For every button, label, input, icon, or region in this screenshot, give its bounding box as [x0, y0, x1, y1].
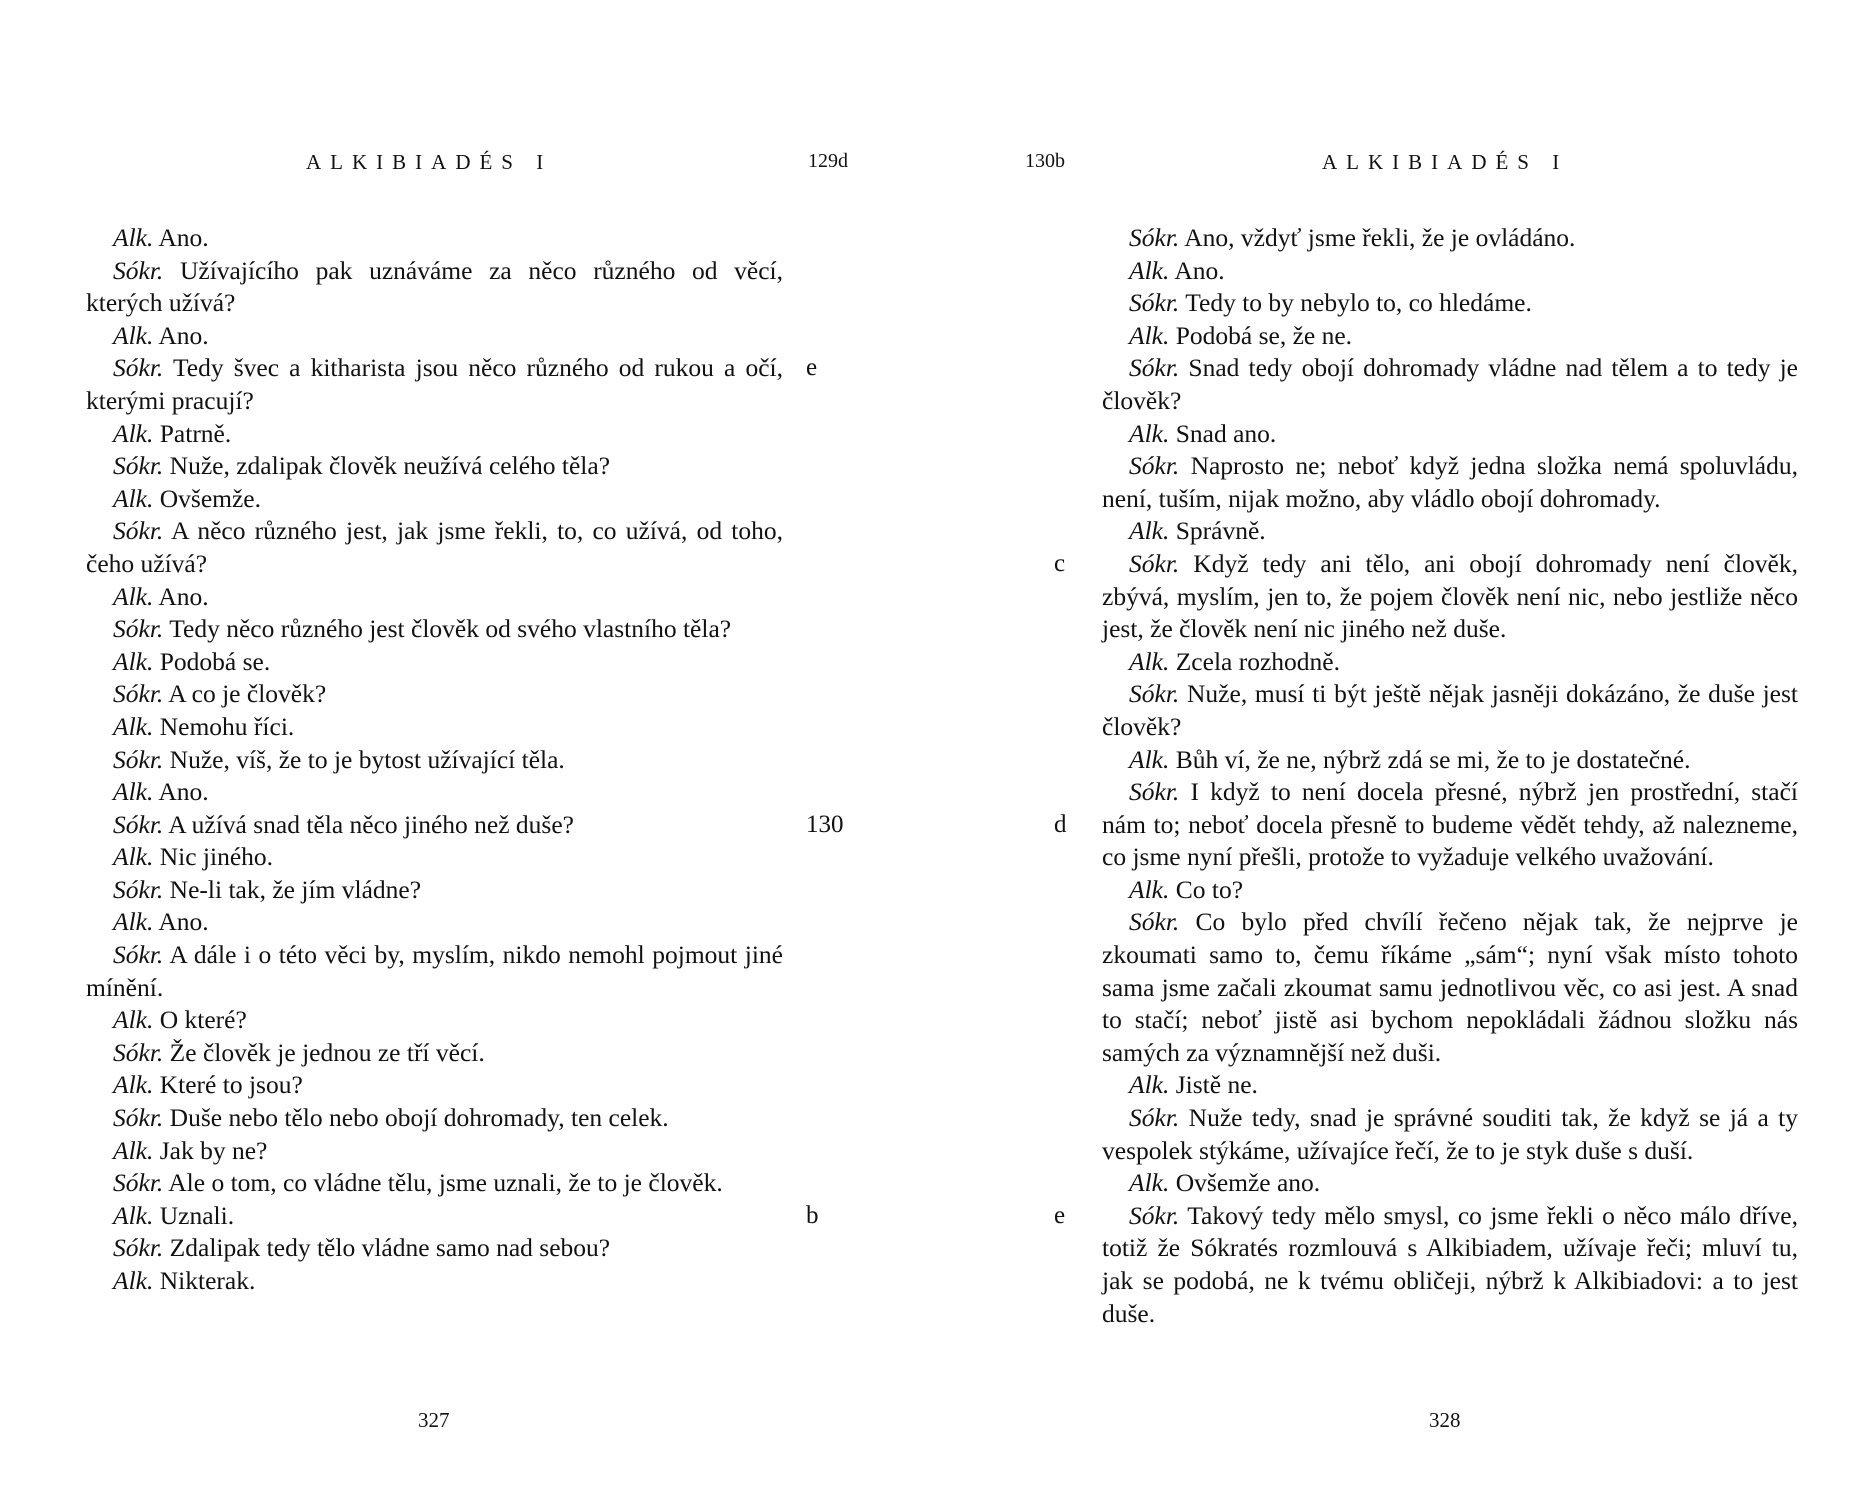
speaker-label: Alk.: [113, 1200, 154, 1230]
utterance-text: Patrně.: [159, 418, 232, 448]
speaker-label: Sókr.: [1129, 1103, 1180, 1133]
utterance-text: Tedy švec a kitharista jsou něco různého od rukou a očí, kterými pracují?: [86, 353, 783, 415]
utterance-text: Tedy něco různého jest člověk od svého vlastního těla?: [169, 614, 732, 644]
speaker-label: Sókr.: [1129, 679, 1180, 709]
section-marker: 130: [806, 810, 844, 838]
dialogue-turn: [86, 1232, 783, 1265]
page-number: 327: [418, 1408, 450, 1432]
utterance-text: Tedy to by nebylo to, co hledáme.: [1185, 288, 1532, 318]
dialogue-turn: [1102, 906, 1798, 1069]
dialogue-turn: [86, 939, 783, 1004]
utterance-text: Ne-li tak, že jím vládne?: [169, 874, 422, 904]
dialogue-turn: [86, 1102, 783, 1135]
dialogue-turn: [86, 483, 783, 516]
speaker-label: Alk.: [113, 581, 154, 611]
speaker-label: Alk.: [1129, 516, 1170, 546]
speaker-label: Sókr.: [113, 940, 164, 970]
speaker-label: Sókr.: [1129, 777, 1180, 807]
dialogue-turn: [1102, 352, 1798, 417]
utterance-text: Ovšemže.: [159, 483, 261, 513]
dialogue-turn: [1102, 678, 1798, 743]
speaker-label: Sókr.: [113, 1168, 164, 1198]
dialogue-turn: [86, 1200, 783, 1233]
utterance-text: A co je člověk?: [168, 679, 327, 709]
dialogue-turn: [86, 352, 783, 417]
utterance-text: Ano.: [158, 907, 209, 937]
speaker-label: Sókr.: [113, 1037, 164, 1067]
utterance-text: Ano.: [1174, 255, 1225, 285]
speaker-label: Alk.: [1129, 320, 1170, 350]
dialogue-turn: [1102, 874, 1798, 907]
speaker-label: Sókr.: [113, 1233, 164, 1263]
dialogue-turn: [1102, 1167, 1798, 1200]
speaker-label: Alk.: [113, 711, 154, 741]
dialogue-text: [86, 222, 783, 1298]
utterance-text: Nikterak.: [159, 1266, 256, 1295]
utterance-text: Snad ano.: [1175, 418, 1277, 448]
speaker-label: Alk.: [113, 320, 154, 350]
dialogue-turn: [1102, 646, 1798, 679]
dialogue-turn: [1102, 548, 1798, 646]
dialogue-turn: [86, 711, 783, 744]
speaker-label: Alk.: [113, 1005, 154, 1035]
speaker-label: Sókr.: [1129, 1200, 1180, 1230]
section-marker: e: [806, 354, 818, 382]
utterance-text: Duše nebo tělo nebo obojí dohromady, ten celek.: [169, 1103, 669, 1133]
dialogue-turn: [86, 418, 783, 451]
speaker-label: Sókr.: [1129, 223, 1180, 252]
section-marker: d: [1054, 810, 1067, 838]
utterance-text: Ano.: [158, 320, 209, 350]
speaker-label: Sókr.: [113, 353, 164, 383]
dialogue-turn: [1102, 1200, 1798, 1330]
utterance-text: Jistě ne.: [1175, 1070, 1258, 1100]
dialogue-turn: [86, 678, 783, 711]
dialogue-turn: [1102, 744, 1798, 777]
speaker-label: Sókr.: [113, 679, 164, 709]
speaker-label: Alk.: [1129, 418, 1170, 448]
speaker-label: Sókr.: [113, 451, 164, 481]
dialogue-turn: [1102, 418, 1798, 451]
dialogue-turn: [1102, 515, 1798, 548]
page-number: 328: [1429, 1408, 1461, 1432]
dialogue-turn: [86, 776, 783, 809]
utterance-text: Ano.: [158, 777, 209, 807]
right-page: [931, 0, 1862, 1501]
speaker-label: Alk.: [113, 1266, 154, 1295]
dialogue-turn: [86, 222, 783, 255]
utterance-text: Zcela rozhodně.: [1175, 646, 1340, 676]
speaker-label: Alk.: [1129, 874, 1170, 904]
speaker-label: Sókr.: [113, 614, 164, 644]
speaker-label: Alk.: [113, 1070, 154, 1100]
dialogue-turn: [86, 744, 783, 777]
speaker-label: Sókr.: [113, 1103, 164, 1133]
utterance-text: A dále i o této věci by, myslím, nikdo nemohl pojmout jiné mínění.: [86, 940, 783, 1002]
speaker-label: Sókr.: [113, 255, 164, 285]
utterance-text: Co bylo před chvílí řečeno nějak tak, že nejprve je zkoumati samo to, čemu říkáme „sám“; nyní však místo tohoto sama jsme začali zkoumat samu jednotlivou věc, co asi jest. A snad to stačí; neboť jistě asi bychom nepokládali žádnou složku nás samých za významnější než duši.: [1102, 907, 1798, 1067]
dialogue-turn: [86, 581, 783, 614]
utterance-text: Správně.: [1175, 516, 1266, 546]
dialogue-turn: [1102, 320, 1798, 353]
speaker-label: Sókr.: [1129, 548, 1180, 578]
utterance-text: Nuže, zdalipak člověk neužívá celého těla?: [169, 451, 611, 481]
dialogue-turn: [86, 1265, 783, 1298]
utterance-text: Nemohu říci.: [159, 711, 295, 741]
stephanus-reference: 130b: [1025, 150, 1065, 172]
speaker-label: Alk.: [113, 777, 154, 807]
dialogue-turn: [86, 1004, 783, 1037]
utterance-text: Užívajícího pak uznáváme za něco různého od věcí, kterých užívá?: [86, 255, 783, 318]
speaker-label: Sókr.: [1129, 907, 1180, 937]
utterance-text: Když tedy ani tělo, ani obojí dohromady není člověk, zbývá, myslím, jen to, že pojem člověk není nic, nebo jestliže něco jest, že člověk není nic jiného než duše.: [1102, 548, 1798, 644]
utterance-text: Co to?: [1175, 874, 1244, 904]
speaker-label: Sókr.: [1129, 288, 1180, 318]
dialogue-turn: [1102, 255, 1798, 288]
utterance-text: I když to není docela přesné, nýbrž jen prostřední, stačí nám to; neboť docela přesně to budeme vědět tehdy, až nalezneme, co jsme nyní přešli, protože to vyžaduje velkého uvažování.: [1102, 777, 1798, 872]
utterance-text: Bůh ví, že ne, nýbrž zdá se mi, že to je dostatečné.: [1175, 744, 1691, 774]
speaker-label: Sókr.: [113, 744, 164, 774]
dialogue-turn: [86, 1135, 783, 1168]
dialogue-turn: [86, 906, 783, 939]
utterance-text: Nuže, musí ti být ještě nějak jasněji dokázáno, že duše jest člověk?: [1102, 679, 1799, 741]
dialogue-turn: [86, 1167, 783, 1200]
utterance-text: Jak by ne?: [159, 1135, 268, 1165]
dialogue-turn: [86, 515, 783, 580]
dialogue-turn: [1102, 776, 1798, 874]
speaker-label: Alk.: [113, 418, 154, 448]
utterance-text: Které to jsou?: [159, 1070, 303, 1100]
section-marker: e: [1054, 1202, 1066, 1229]
utterance-text: Podobá se.: [159, 646, 271, 676]
dialogue-turn: [1102, 1102, 1798, 1167]
dialogue-turn: [1102, 450, 1798, 515]
utterance-text: Ano.: [158, 581, 209, 611]
speaker-label: Alk.: [1129, 744, 1170, 774]
dialogue-turn: [86, 841, 783, 874]
utterance-text: Podobá se, že ne.: [1175, 320, 1353, 350]
running-head: ALKIBIADÉS I: [306, 150, 553, 174]
dialogue-turn: [86, 1069, 783, 1102]
utterance-text: Ale o tom, co vládne tělu, jsme uznali, že to je člověk.: [168, 1168, 723, 1198]
utterance-text: Zdalipak tedy tělo vládne samo nad sebou?: [169, 1233, 611, 1263]
speaker-label: Sókr.: [1129, 353, 1180, 383]
running-head: ALKIBIADÉS I: [1322, 150, 1569, 174]
speaker-label: Alk.: [113, 483, 154, 513]
stephanus-reference: 129d: [808, 150, 848, 172]
utterance-text: Nic jiného.: [159, 842, 274, 872]
dialogue-turn: [1102, 1069, 1798, 1102]
speaker-label: Alk.: [113, 842, 154, 872]
utterance-text: Nuže, víš, že to je bytost užívající těla.: [169, 744, 565, 774]
speaker-label: Alk.: [1129, 646, 1170, 676]
speaker-label: Sókr.: [1129, 451, 1180, 481]
speaker-label: Sókr.: [113, 874, 164, 904]
section-marker: c: [1054, 550, 1066, 577]
dialogue-turn: [86, 809, 783, 842]
dialogue-turn: [86, 1037, 783, 1070]
speaker-label: Alk.: [1129, 1070, 1170, 1100]
dialogue-turn: [86, 450, 783, 483]
speaker-label: Alk.: [113, 223, 154, 252]
utterance-text: O které?: [159, 1005, 247, 1035]
speaker-label: Sókr.: [113, 516, 164, 546]
dialogue-turn: [1102, 287, 1798, 320]
utterance-text: Ano, vždyť jsme řekli, že je ovládáno.: [1184, 223, 1576, 252]
dialogue-text: [1102, 222, 1798, 1330]
dialogue-turn: [86, 646, 783, 679]
dialogue-turn: [1102, 222, 1798, 255]
section-marker: b: [806, 1202, 819, 1229]
dialogue-turn: [86, 255, 783, 320]
speaker-label: Alk.: [113, 1135, 154, 1165]
speaker-label: Alk.: [1129, 255, 1170, 285]
dialogue-turn: [86, 874, 783, 907]
speaker-label: Alk.: [113, 646, 154, 676]
utterance-text: Uznali.: [159, 1200, 235, 1230]
utterance-text: Ano.: [158, 223, 209, 252]
utterance-text: Nuže tedy, snad je správné souditi tak, že když se já a ty vespolek stýkáme, užívajíce řečí, že to je styk duše s duší.: [1102, 1103, 1798, 1165]
utterance-text: Naprosto ne; neboť když jedna složka nemá spoluvládu, není, tuším, nijak možno, aby vládlo obojí dohromady.: [1102, 451, 1799, 513]
utterance-text: A užívá snad těla něco jiného než duše?: [168, 809, 574, 839]
dialogue-turn: [86, 613, 783, 646]
utterance-text: Že člověk je jednou ze tří věcí.: [169, 1037, 485, 1067]
utterance-text: A něco různého jest, jak jsme řekli, to, co užívá, od toho, čeho užívá?: [86, 516, 784, 578]
dialogue-turn: [86, 320, 783, 353]
speaker-label: Sókr.: [113, 809, 164, 839]
speaker-label: Alk.: [113, 907, 154, 937]
utterance-text: Takový tedy mělo smysl, co jsme řekli o něco málo dříve, totiž že Sókratés rozmlouvá s Alkibiadem, užívaje řeči; mluví tu, jak se podobá, ne k tvému obličeji, nýbrž k Alkibiadovi: a to jest duše.: [1102, 1200, 1798, 1328]
speaker-label: Alk.: [1129, 1168, 1170, 1198]
utterance-text: Ovšemže ano.: [1175, 1168, 1321, 1198]
utterance-text: Snad tedy obojí dohromady vládne nad tělem a to tedy je člověk?: [1102, 353, 1798, 415]
